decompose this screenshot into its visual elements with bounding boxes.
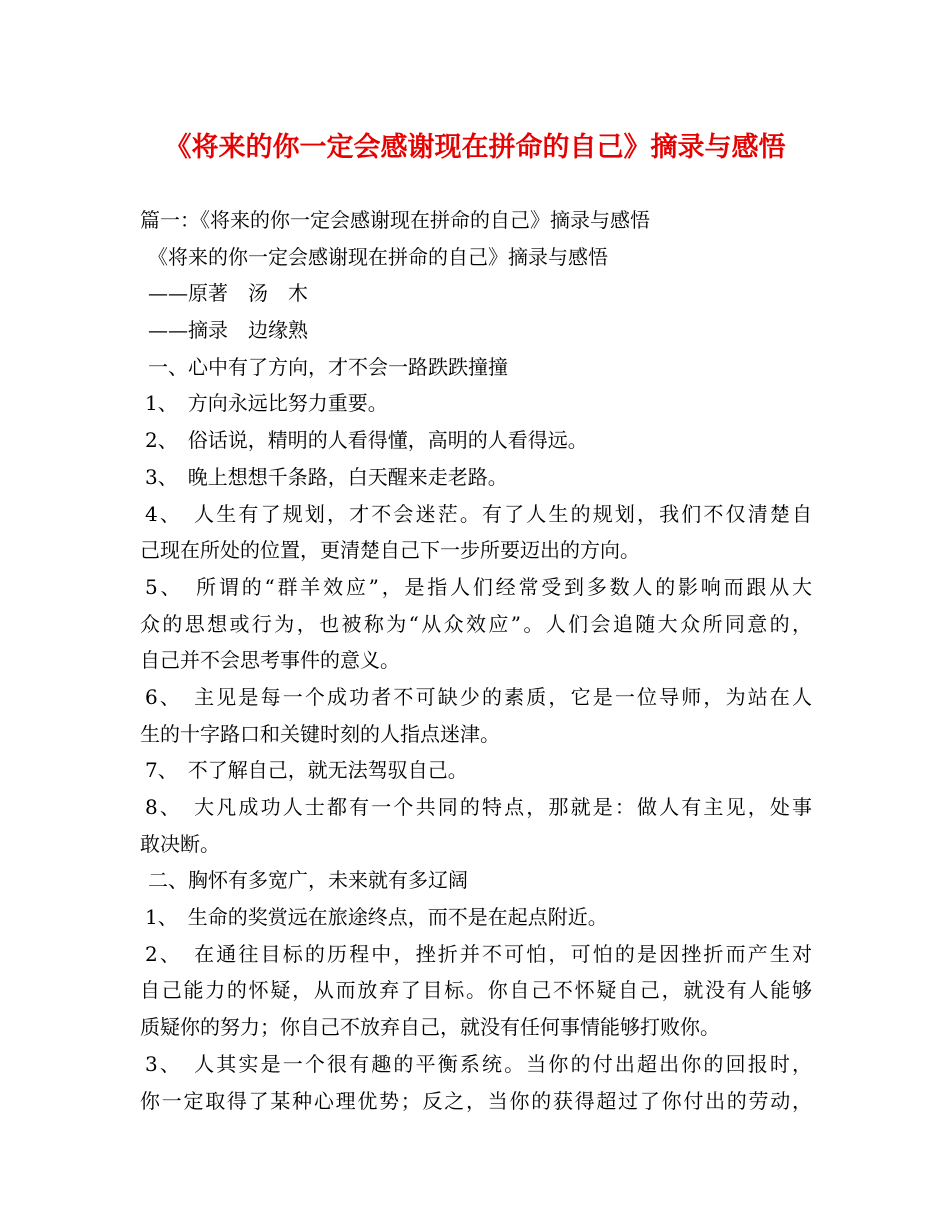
body-line: 4、 人生有了规划，才不会迷茫。有了人生的规划，我们不仅清楚自 [145,501,812,526]
body-line: 2、 在通往目标的历程中，挫折并不可怕，可怕的是因挫折而产生对 [145,941,812,966]
body-line: 3、 人其实是一个很有趣的平衡系统。当你的付出超出你的回报时， [145,1051,812,1076]
body-line: 5、 所谓的“群羊效应”，是指人们经常受到多数人的影响而跟从大 [145,574,812,599]
body-line: 质疑你的努力；你自己不放弃自己，就没有任何事情能够打败你。 [140,1015,720,1040]
document-title: 《将来的你一定会感谢现在拼命的自己》摘录与感悟 [164,132,786,163]
body-line: 3、 晚上想想千条路，白天醒来走老路。 [145,464,508,489]
body-line: 你一定取得了某种心理优势；反之，当你的获得超过了你付出的劳动， [140,1088,812,1113]
body-line-chapter-1: 一、心中有了方向，才不会一路跌跌撞撞 [148,354,508,379]
body-line: 敢决断。 [140,831,220,856]
body-line: 众的思想或行为，也被称为“从众效应”。人们会追随大众所同意的， [140,611,812,636]
body-line: 生的十字路口和关键时刻的人指点迷津。 [140,721,500,746]
body-line: 自己能力的怀疑，从而放弃了目标。你自己不怀疑自己，就没有人能够 [140,978,812,1003]
body-line: 7、 不了解自己，就无法驾驭自己。 [145,758,468,783]
body-line: 8、 大凡成功人士都有一个共同的特点，那就是：做人有主见，处事 [145,795,812,819]
body-line-chapter-2: 二、胸怀有多宽广，未来就有多辽阔 [148,868,468,893]
body-line-excerpter: ——摘录 边缘熟 [148,318,308,343]
body-line: 2、 俗话说，精明的人看得懂，高明的人看得远。 [145,428,588,453]
body-line: 自己并不会思考事件的意义。 [140,648,400,673]
body-line: 己现在所处的位置，更清楚自己下一步所要迈出的方向。 [140,538,640,563]
body-line-section-heading: 篇一：《将来的你一定会感谢现在拼命的自己》摘录与感悟 [140,208,650,232]
body-line: 6、 主见是每一个成功者不可缺少的素质，它是一位导师，为站在人 [145,684,812,709]
document-body [140,202,812,1119]
body-line: 1、 方向永远比努力重要。 [145,391,388,416]
body-line-book-title: 《将来的你一定会感谢现在拼命的自己》摘录与感悟 [148,244,608,269]
body-line: 1、 生命的奖赏远在旅途终点，而不是在起点附近。 [145,905,608,930]
body-line-author: ——原著 汤 木 [148,281,308,306]
